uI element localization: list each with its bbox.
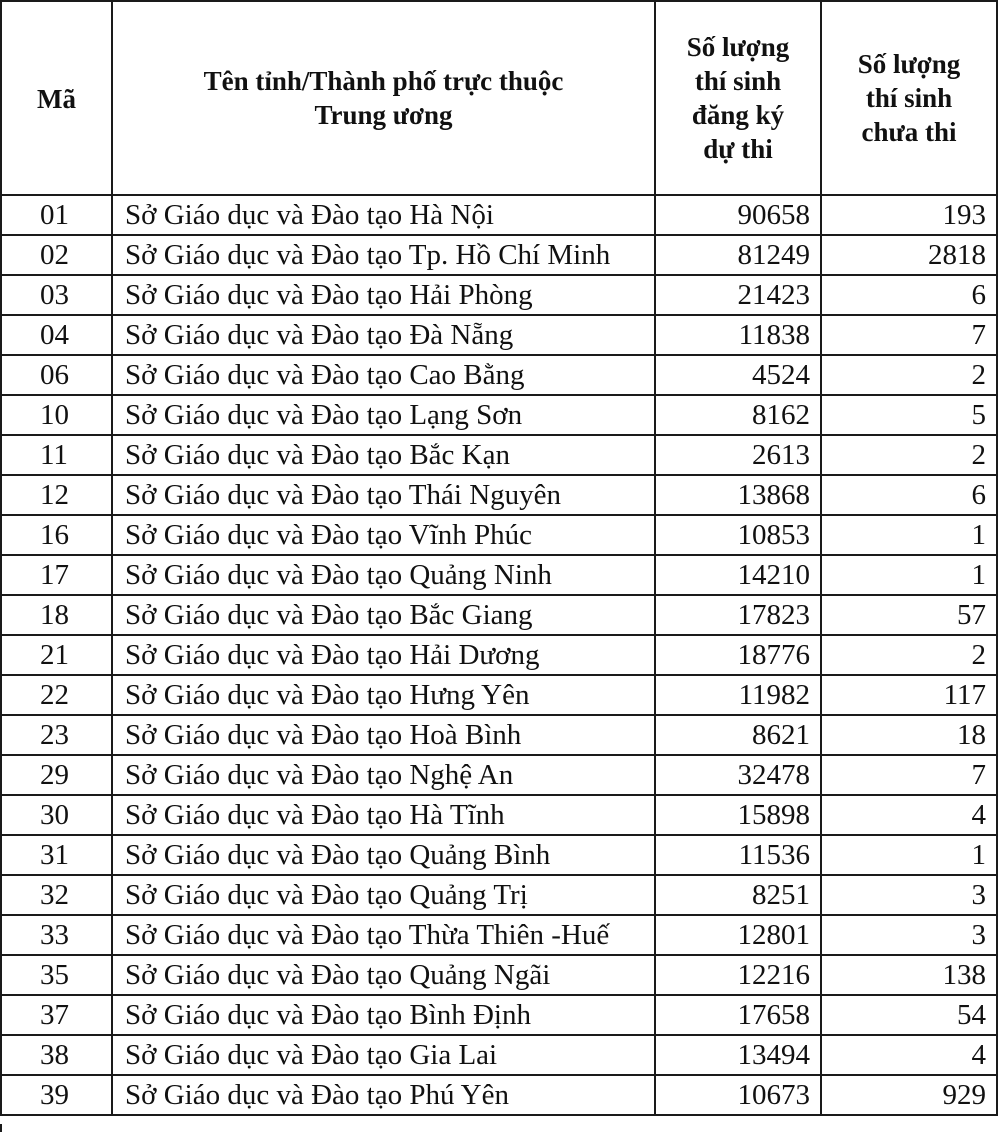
province-code-cell: 22	[1, 675, 112, 715]
registered-count-cell: 13868	[655, 475, 821, 515]
registered-count-cell: 13494	[655, 1035, 821, 1075]
absent-count-cell: 929	[821, 1075, 997, 1115]
province-code-cell: 02	[1, 235, 112, 275]
registered-count-cell: 12216	[655, 955, 821, 995]
province-name-cell: Sở Giáo dục và Đào tạo Đà Nẵng	[112, 315, 655, 355]
province-code-cell: 30	[1, 795, 112, 835]
header-row	[1, 1, 997, 195]
absent-count-cell: 5	[821, 395, 997, 435]
table-row	[1, 995, 997, 1035]
table-row	[1, 1035, 997, 1075]
province-code-cell: 11	[1, 435, 112, 475]
province-code-cell: 29	[1, 755, 112, 795]
registered-count-cell: 11982	[655, 675, 821, 715]
registered-count-cell: 14210	[655, 555, 821, 595]
absent-count-cell: 18	[821, 715, 997, 755]
province-name-cell: Sở Giáo dục và Đào tạo Bắc Giang	[112, 595, 655, 635]
registered-count-cell: 8621	[655, 715, 821, 755]
province-name-cell: Sở Giáo dục và Đào tạo Hà Nội	[112, 195, 655, 235]
province-name-cell: Sở Giáo dục và Đào tạo Cao Bằng	[112, 355, 655, 395]
province-code-cell: 18	[1, 595, 112, 635]
province-name-cell: Sở Giáo dục và Đào tạo Thừa Thiên -Huế	[112, 915, 655, 955]
province-code-cell: 38	[1, 1035, 112, 1075]
table-row	[1, 195, 997, 235]
header-province: Tên tỉnh/Thành phố trực thuộc Trung ương	[112, 1, 655, 195]
province-code-cell: 21	[1, 635, 112, 675]
registered-count-cell: 8162	[655, 395, 821, 435]
table-row	[1, 555, 997, 595]
table-row	[1, 715, 997, 755]
registered-count-cell: 2613	[655, 435, 821, 475]
absent-count-cell: 2	[821, 355, 997, 395]
province-name-cell: Sở Giáo dục và Đào tạo Hải Phòng	[112, 275, 655, 315]
absent-count-cell: 3	[821, 915, 997, 955]
province-name-cell: Sở Giáo dục và Đào tạo Vĩnh Phúc	[112, 515, 655, 555]
province-name-cell: Sở Giáo dục và Đào tạo Thái Nguyên	[112, 475, 655, 515]
province-name-cell: Sở Giáo dục và Đào tạo Gia Lai	[112, 1035, 655, 1075]
province-code-cell: 23	[1, 715, 112, 755]
absent-count-cell: 2818	[821, 235, 997, 275]
province-code-cell: 35	[1, 955, 112, 995]
province-code-cell: 16	[1, 515, 112, 555]
table-row	[1, 955, 997, 995]
header-code: Mã	[1, 1, 112, 195]
table-row	[1, 435, 997, 475]
province-code-cell: 32	[1, 875, 112, 915]
province-name-cell: Sở Giáo dục và Đào tạo Hải Dương	[112, 635, 655, 675]
registered-count-cell: 11838	[655, 315, 821, 355]
absent-count-cell: 7	[821, 315, 997, 355]
province-name-cell: Sở Giáo dục và Đào tạo Quảng Trị	[112, 875, 655, 915]
registered-count-cell: 15898	[655, 795, 821, 835]
table-row	[1, 635, 997, 675]
header-absent: Số lượng thí sinh chưa thi	[821, 1, 997, 195]
absent-count-cell: 4	[821, 795, 997, 835]
province-name-cell: Sở Giáo dục và Đào tạo Bắc Kạn	[112, 435, 655, 475]
table-continuation	[0, 1124, 996, 1132]
table-row	[1, 315, 997, 355]
table-row	[1, 795, 997, 835]
absent-count-cell: 117	[821, 675, 997, 715]
province-code-cell: 01	[1, 195, 112, 235]
province-code-cell: 04	[1, 315, 112, 355]
table-row	[1, 355, 997, 395]
province-name-cell: Sở Giáo dục và Đào tạo Quảng Ninh	[112, 555, 655, 595]
province-name-cell: Sở Giáo dục và Đào tạo Lạng Sơn	[112, 395, 655, 435]
registered-count-cell: 17658	[655, 995, 821, 1035]
province-name-cell: Sở Giáo dục và Đào tạo Phú Yên	[112, 1075, 655, 1115]
table-row	[1, 915, 997, 955]
table-row	[1, 515, 997, 555]
registered-count-cell: 8251	[655, 875, 821, 915]
registered-count-cell: 12801	[655, 915, 821, 955]
table-body	[1, 195, 997, 1115]
province-code-cell: 37	[1, 995, 112, 1035]
registered-count-cell: 18776	[655, 635, 821, 675]
absent-count-cell: 57	[821, 595, 997, 635]
table-row	[1, 275, 997, 315]
table-row	[1, 395, 997, 435]
province-code-cell: 39	[1, 1075, 112, 1115]
table-row	[1, 755, 997, 795]
absent-count-cell: 193	[821, 195, 997, 235]
absent-count-cell: 138	[821, 955, 997, 995]
absent-count-cell: 6	[821, 275, 997, 315]
registered-count-cell: 4524	[655, 355, 821, 395]
table-row	[1, 875, 997, 915]
registered-count-cell: 17823	[655, 595, 821, 635]
registered-count-cell: 81249	[655, 235, 821, 275]
absent-count-cell: 4	[821, 1035, 997, 1075]
registered-count-cell: 21423	[655, 275, 821, 315]
province-code-cell: 03	[1, 275, 112, 315]
registered-count-cell: 11536	[655, 835, 821, 875]
table-row	[1, 835, 997, 875]
table-row	[1, 235, 997, 275]
province-name-cell: Sở Giáo dục và Đào tạo Tp. Hồ Chí Minh	[112, 235, 655, 275]
table-row	[1, 1075, 997, 1115]
absent-count-cell: 54	[821, 995, 997, 1035]
province-name-cell: Sở Giáo dục và Đào tạo Bình Định	[112, 995, 655, 1035]
table-row	[1, 595, 997, 635]
absent-count-cell: 1	[821, 835, 997, 875]
province-code-cell: 06	[1, 355, 112, 395]
header-registered: Số lượng thí sinh đăng ký dự thi	[655, 1, 821, 195]
registered-count-cell: 90658	[655, 195, 821, 235]
province-code-cell: 33	[1, 915, 112, 955]
registered-count-cell: 10853	[655, 515, 821, 555]
absent-count-cell: 2	[821, 435, 997, 475]
table-row	[1, 675, 997, 715]
table-header	[1, 1, 997, 195]
province-name-cell: Sở Giáo dục và Đào tạo Hưng Yên	[112, 675, 655, 715]
province-code-cell: 31	[1, 835, 112, 875]
absent-count-cell: 3	[821, 875, 997, 915]
registered-count-cell: 32478	[655, 755, 821, 795]
absent-count-cell: 2	[821, 635, 997, 675]
province-name-cell: Sở Giáo dục và Đào tạo Hoà Bình	[112, 715, 655, 755]
province-code-cell: 17	[1, 555, 112, 595]
registered-count-cell: 10673	[655, 1075, 821, 1115]
province-code-cell: 10	[1, 395, 112, 435]
province-code-cell: 12	[1, 475, 112, 515]
province-name-cell: Sở Giáo dục và Đào tạo Nghệ An	[112, 755, 655, 795]
absent-count-cell: 7	[821, 755, 997, 795]
absent-count-cell: 6	[821, 475, 997, 515]
absent-count-cell: 1	[821, 515, 997, 555]
province-name-cell: Sở Giáo dục và Đào tạo Hà Tĩnh	[112, 795, 655, 835]
absent-count-cell: 1	[821, 555, 997, 595]
table-row	[1, 475, 997, 515]
province-name-cell: Sở Giáo dục và Đào tạo Quảng Bình	[112, 835, 655, 875]
province-name-cell: Sở Giáo dục và Đào tạo Quảng Ngãi	[112, 955, 655, 995]
